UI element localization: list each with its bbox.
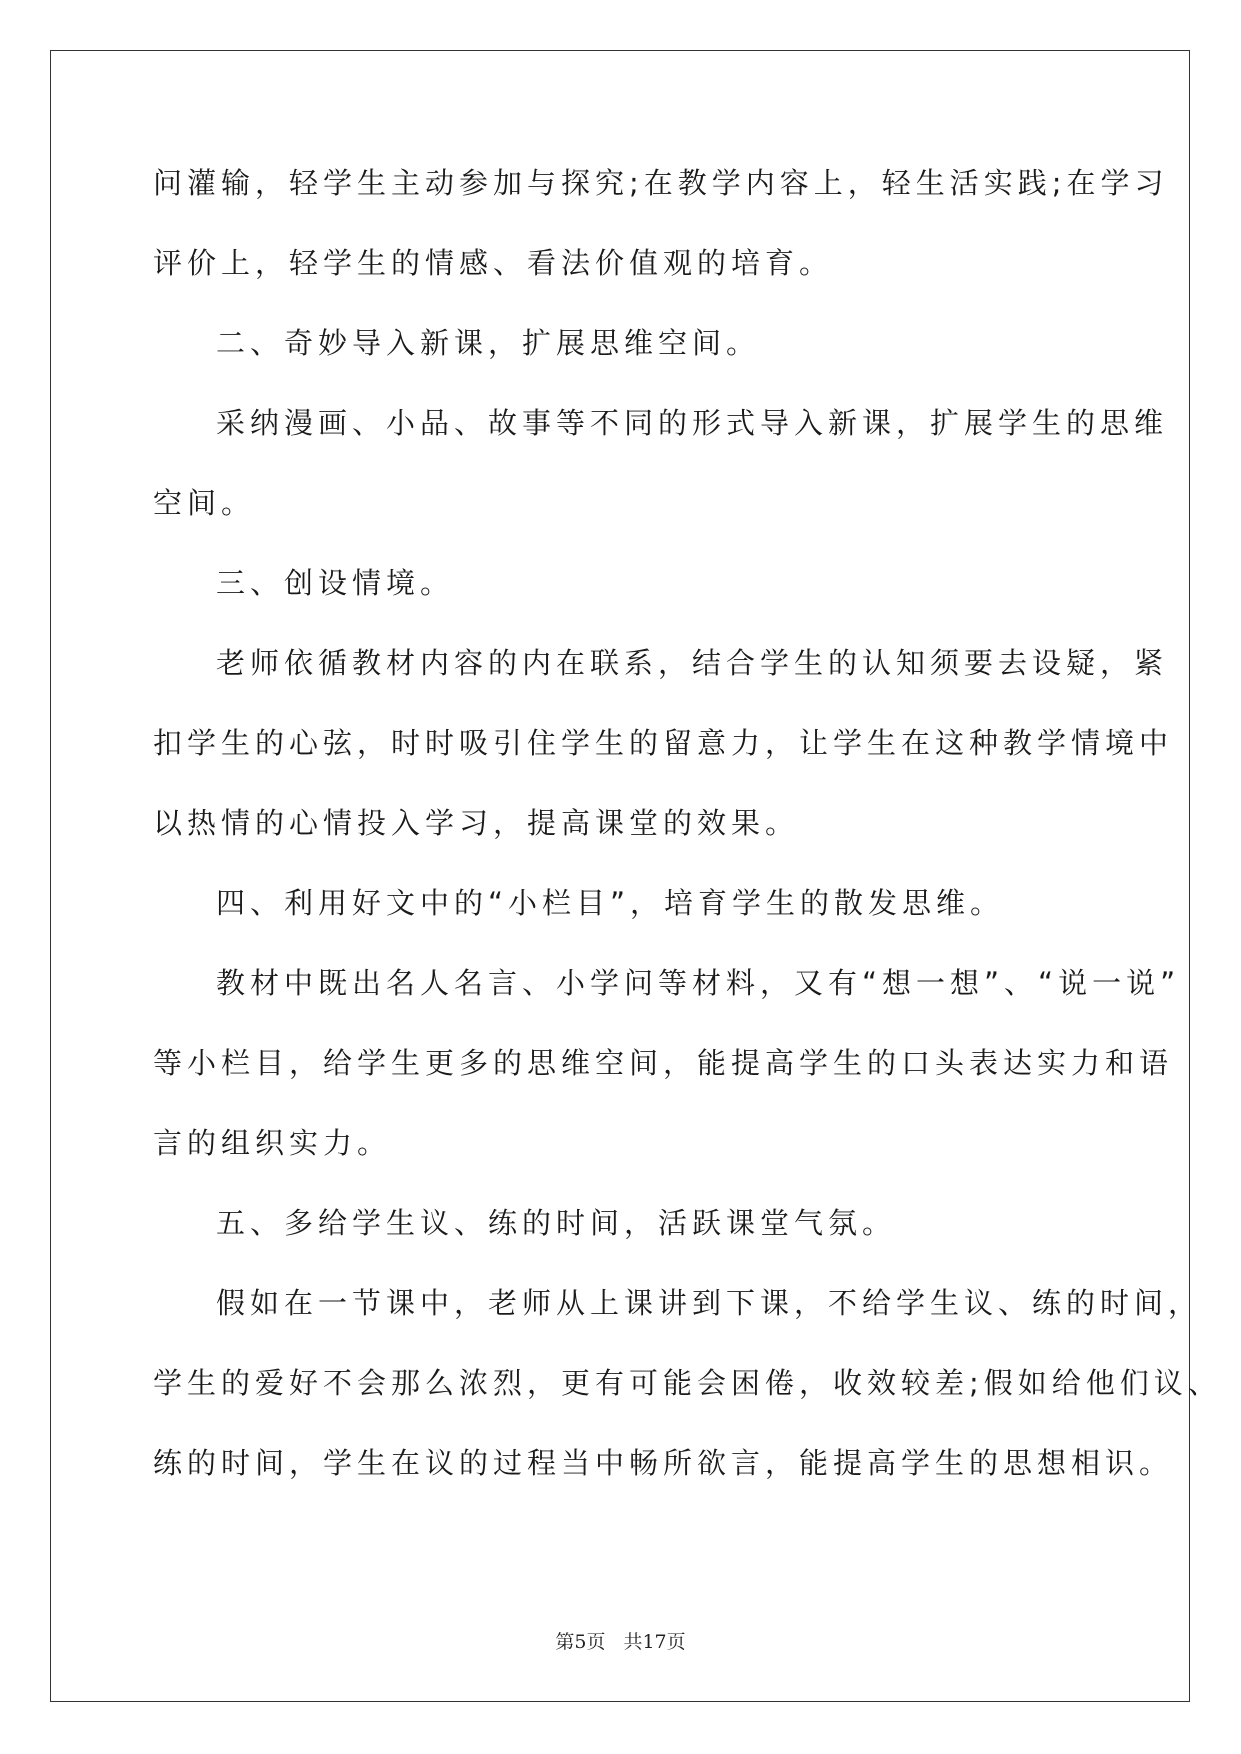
text-line: 空间。 (153, 486, 256, 520)
text-line: 练的时间，学生在议的过程当中畅所欲言，能提高学生的思想相识。 (153, 1446, 1174, 1480)
document-body (153, 163, 1222, 1523)
text-line: 假如在一节课中，老师从上课讲到下课，不给学生议、练的时间， (216, 1286, 1203, 1320)
section-heading: 四、利用好文中的“小栏目”，培育学生的散发思维。 (216, 886, 1005, 920)
page-total: 共17页 (623, 1631, 686, 1653)
text-line: 等小栏目，给学生更多的思维空间，能提高学生的口头表达实力和语 (153, 1046, 1174, 1080)
text-line: 扣学生的心弦，时时吸引住学生的留意力，让学生在这种教学情境中 (153, 726, 1174, 760)
text-line: 问灌输，轻学生主动参加与探究;在教学内容上，轻生活实践;在学习 (153, 166, 1169, 200)
text-line: 教材中既出名人名言、小学问等材料，又有“想一想”、“说一说” (216, 966, 1181, 1000)
text-line: 采纳漫画、小品、故事等不同的形式导入新课，扩展学生的思维 (216, 406, 1169, 440)
section-heading: 二、奇妙导入新课，扩展思维空间。 (216, 326, 761, 360)
section-heading: 五、多给学生议、练的时间，活跃课堂气氛。 (216, 1206, 897, 1240)
page-number: 第5页 (555, 1631, 606, 1653)
text-line: 学生的爱好不会那么浓烈，更有可能会困倦，收效较差;假如给他们议、 (153, 1366, 1222, 1400)
text-line: 评价上，轻学生的情感、看法价值观的培育。 (153, 246, 834, 280)
text-line: 老师依循教材内容的内在联系，结合学生的认知须要去设疑，紧 (216, 646, 1169, 680)
section-heading: 三、创设情境。 (216, 566, 455, 600)
page-footer (0, 1630, 1241, 1654)
text-line: 以热情的心情投入学习，提高课堂的效果。 (153, 806, 800, 840)
text-line: 言的组织实力。 (153, 1126, 392, 1160)
